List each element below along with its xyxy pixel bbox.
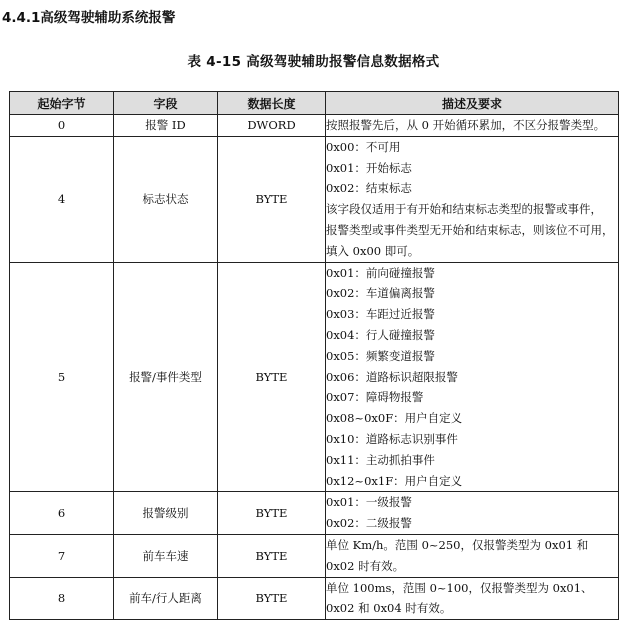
field-cell: 标志状态 bbox=[114, 136, 218, 262]
description-line: 0x08~0x0F：用户自定义 bbox=[326, 411, 463, 426]
description-cell bbox=[326, 492, 619, 535]
description-line: 报警类型或事件类型无开始和结束标志，则该位不可用， bbox=[326, 222, 614, 237]
field-cell: 前车/行人距离 bbox=[114, 577, 218, 620]
offset-cell: 4 bbox=[10, 136, 114, 262]
length-cell: BYTE bbox=[218, 534, 326, 577]
length-cell: BYTE bbox=[218, 492, 326, 535]
column-header: 字段 bbox=[114, 92, 218, 115]
alarm-data-format-table bbox=[9, 91, 619, 620]
description-line: 0x01：一级报警 bbox=[326, 495, 412, 510]
offset-cell: 5 bbox=[10, 262, 114, 492]
table-caption: 表 4-15 高级驾驶辅助报警信息数据格式 bbox=[187, 54, 440, 70]
field-cell: 报警级别 bbox=[114, 492, 218, 535]
description-line: 0x02：结束标志 bbox=[326, 181, 412, 196]
description-cell bbox=[326, 136, 619, 262]
length-cell: BYTE bbox=[218, 577, 326, 620]
description-line: 0x10：道路标志识别事件 bbox=[326, 431, 458, 446]
table-row bbox=[10, 492, 619, 535]
description-text: 单位 100ms，范围 0~100，仅报警类型为 0x01、0x02 和 0x04 时有效。 bbox=[326, 580, 593, 616]
field-cell: 报警/事件类型 bbox=[114, 262, 218, 492]
table-row bbox=[10, 115, 619, 137]
length-cell: BYTE bbox=[218, 136, 326, 262]
length-cell: DWORD bbox=[218, 115, 326, 137]
description-line: 0x02：车道偏离报警 bbox=[326, 286, 435, 301]
description-cell bbox=[326, 534, 619, 577]
description-line: 0x11：主动抓拍事件 bbox=[326, 452, 435, 467]
column-header: 描述及要求 bbox=[326, 92, 619, 115]
table-row bbox=[10, 262, 619, 492]
section-heading: 4.4.1高级驾驶辅助系统报警 bbox=[2, 10, 176, 26]
description-line: 0x05：频繁变道报警 bbox=[326, 348, 435, 363]
description-cell bbox=[326, 115, 619, 137]
description-line: 0x01：前向碰撞报警 bbox=[326, 265, 435, 280]
description-cell bbox=[326, 262, 619, 492]
description-text: 单位 Km/h。范围 0~250，仅报警类型为 0x01 和 0x02 时有效。 bbox=[326, 537, 589, 573]
description-line: 0x01：开始标志 bbox=[326, 160, 412, 175]
description-line: 0x03：车距过近报警 bbox=[326, 307, 435, 322]
description-cell bbox=[326, 577, 619, 620]
description-line: 按照报警先后，从 0 开始循环累加，不区分报警类型。 bbox=[326, 118, 606, 132]
description-line: 填入 0x00 即可。 bbox=[326, 243, 420, 258]
length-cell: BYTE bbox=[218, 262, 326, 492]
description-line: 0x00：不可用 bbox=[326, 139, 401, 154]
field-cell: 前车车速 bbox=[114, 534, 218, 577]
table-row bbox=[10, 136, 619, 262]
description-line: 该字段仅适用于有开始和结束标志类型的报警或事件， bbox=[326, 202, 602, 217]
offset-cell: 8 bbox=[10, 577, 114, 620]
table-header-row bbox=[10, 92, 619, 115]
description-line: 0x04：行人碰撞报警 bbox=[326, 327, 435, 342]
column-header: 数据长度 bbox=[218, 92, 326, 115]
offset-cell: 7 bbox=[10, 534, 114, 577]
description-line: 0x02：二级报警 bbox=[326, 516, 412, 531]
offset-cell: 0 bbox=[10, 115, 114, 137]
column-header: 起始字节 bbox=[10, 92, 114, 115]
table-row bbox=[10, 534, 619, 577]
offset-cell: 6 bbox=[10, 492, 114, 535]
description-line: 0x06：道路标识超限报警 bbox=[326, 369, 458, 384]
description-line: 0x12~0x1F：用户自定义 bbox=[326, 473, 463, 488]
description-line: 0x07：障碍物报警 bbox=[326, 390, 424, 405]
field-cell: 报警 ID bbox=[114, 115, 218, 137]
table-row bbox=[10, 577, 619, 620]
